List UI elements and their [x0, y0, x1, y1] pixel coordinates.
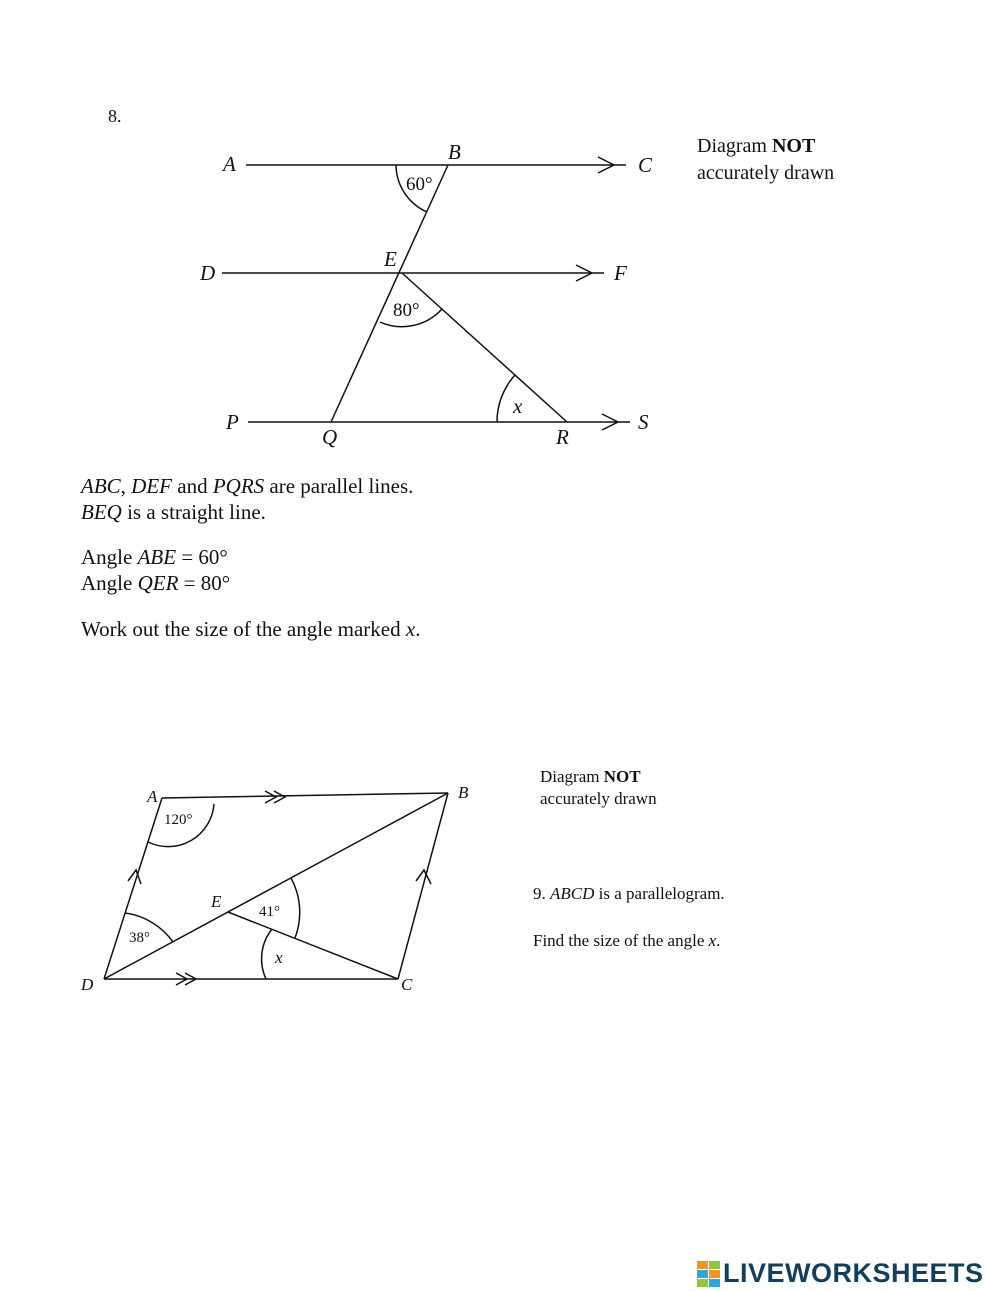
logo-blocks-icon	[697, 1261, 721, 1287]
angle-label-a: 120°	[164, 812, 193, 828]
angle-label-d: 38°	[129, 930, 150, 946]
line-beq	[331, 165, 448, 422]
q8-task: Work out the size of the angle marked x.	[81, 617, 421, 641]
label-f: F	[614, 261, 627, 285]
parallel-lines-diagram	[0, 0, 1000, 470]
question-number: 8.	[108, 106, 122, 126]
double-arrow-icon	[265, 791, 276, 803]
label-a: A	[147, 787, 158, 806]
side-bc	[398, 793, 448, 979]
label-e: E	[211, 892, 222, 911]
q8-angle-abe: Angle ABE = 60°	[81, 545, 228, 569]
angle-arc-e	[291, 878, 300, 938]
label-q: Q	[322, 425, 338, 449]
label-x: x	[275, 948, 283, 967]
label-b: B	[458, 783, 469, 802]
angle-label-abe: 60°	[406, 174, 433, 195]
label-a: A	[223, 152, 236, 176]
angle-arc-x	[262, 929, 272, 979]
liveworksheets-logo	[697, 1258, 984, 1289]
label-r: R	[556, 425, 569, 449]
diagram-note: Diagram NOT accurately drawn	[697, 135, 835, 184]
q8-angle-qer: Angle QER = 80°	[81, 571, 231, 595]
side-ab	[162, 793, 448, 798]
label-x: x	[513, 394, 523, 418]
q9-task: Find the size of the angle x.	[533, 931, 721, 950]
q9-statement: 9. ABCD is a parallelogram.	[533, 884, 725, 903]
label-c: C	[638, 153, 653, 177]
line-ec	[228, 912, 398, 979]
q8-statement-parallel: ABC, DEF and PQRS are parallel lines.	[81, 474, 414, 498]
q8-statement-straight: BEQ is a straight line.	[81, 500, 266, 524]
label-d: D	[81, 975, 94, 994]
line-er	[402, 273, 567, 422]
label-p: P	[226, 410, 239, 434]
logo-text: LIVEWORKSHEETS	[723, 1258, 984, 1288]
parallelogram-diagram	[0, 760, 520, 1010]
diagram-note: Diagram NOT accurately drawn	[540, 767, 657, 808]
angle-label-qer: 80°	[393, 300, 420, 321]
label-e: E	[384, 247, 397, 271]
angle-label-e: 41°	[259, 904, 280, 920]
label-c: C	[401, 975, 413, 994]
label-b: B	[448, 140, 461, 164]
label-d: D	[200, 261, 216, 285]
label-s: S	[638, 410, 649, 434]
